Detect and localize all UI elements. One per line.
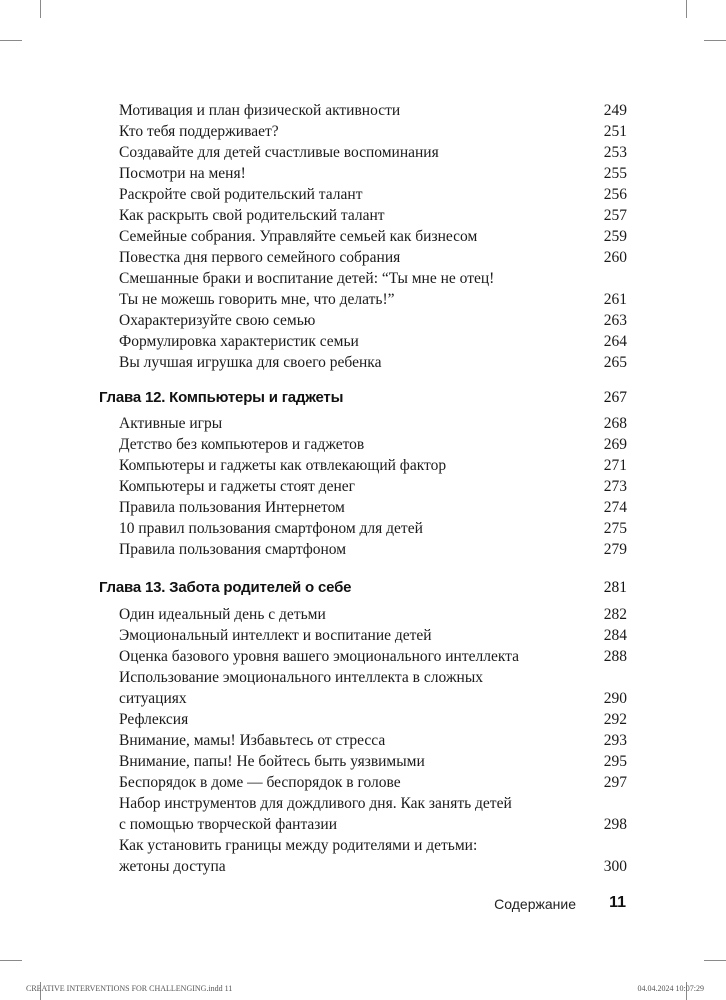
toc-entry-title: Внимание, мамы! Избавьтесь от стресса <box>119 732 386 749</box>
toc-entry-title: Эмоциональный интеллект и воспитание детей <box>119 627 432 644</box>
crop-mark <box>704 960 726 961</box>
toc-entry-title: Кто тебя поддерживает? <box>119 123 279 140</box>
toc-entry-title: Активные игры <box>119 415 223 432</box>
toc-entry-title: Повестка дня первого семейного собрания <box>119 249 401 266</box>
toc-entry <box>119 413 627 434</box>
toc-entry-page: 284 <box>603 627 627 644</box>
toc-entry <box>119 518 627 539</box>
toc-entry <box>119 751 627 772</box>
toc-entry-title: Мотивация и план физической активности <box>119 102 401 119</box>
toc-entry-page: 293 <box>603 732 627 749</box>
toc-entry-title: Правила пользования Интернетом <box>119 499 345 516</box>
toc-entry-title: Набор инструментов для дождливого дня. Как занять детей <box>119 795 512 812</box>
toc-entry-page: 279 <box>603 541 627 558</box>
toc-entry-page: 269 <box>603 436 627 453</box>
chapter-title: Глава 13. Забота родителей о себе <box>99 579 352 596</box>
toc-entry-title: Смешанные браки и воспитание детей: “Ты мне не отец! <box>119 270 495 287</box>
toc-entry-title: Как установить границы между родителями и детьми: <box>119 837 478 854</box>
toc-entry <box>119 772 627 793</box>
toc-entry-page: 271 <box>603 457 627 474</box>
toc-entry <box>119 247 627 268</box>
toc-entry-title: Создавайте для детей счастливые воспоминания <box>119 144 439 161</box>
toc-entry <box>119 142 627 163</box>
toc-entry-page: 265 <box>603 354 627 371</box>
toc-entry-title: Использование эмоционального интеллекта в сложных <box>119 669 483 686</box>
toc-entry <box>119 205 627 226</box>
toc-entry-title: 10 правил пользования смартфоном для детей <box>119 520 423 537</box>
toc-entry <box>119 434 627 455</box>
crop-mark <box>0 40 22 41</box>
toc-entry-title-continued: жетоны доступа <box>119 858 226 875</box>
toc-entry <box>119 667 627 709</box>
toc-entry-page: 295 <box>603 753 627 770</box>
toc-entry <box>119 476 627 497</box>
toc-entry-title: Один идеальный день с детьми <box>119 606 326 623</box>
toc-entry <box>119 646 627 667</box>
toc-entry-page: 273 <box>603 478 627 495</box>
toc-entry-page: 264 <box>603 333 627 350</box>
toc-entry-title: Правила пользования смартфоном <box>119 541 347 558</box>
print-slug-date: 04.04.2024 10:07:29 <box>637 984 704 993</box>
chapter-title: Глава 12. Компьютеры и гаджеты <box>99 389 344 406</box>
toc-entry-title: Компьютеры и гаджеты стоят денег <box>119 478 355 495</box>
toc-entry-title: Охарактеризуйте свою семью <box>119 312 316 329</box>
toc-entry <box>119 268 627 310</box>
crop-mark <box>0 960 22 961</box>
toc-entry-title: Вы лучшая игрушка для своего ребенка <box>119 354 382 371</box>
toc-entry-page: 261 <box>603 291 627 308</box>
crop-mark <box>686 0 687 18</box>
toc-entry-page: 282 <box>603 606 627 623</box>
toc-entry <box>119 730 627 751</box>
toc-entry-page: 300 <box>603 858 627 875</box>
toc-entry <box>119 604 627 625</box>
toc-entry-page: 260 <box>603 249 627 266</box>
toc-entry <box>119 793 627 835</box>
toc-entry-page: 249 <box>603 102 627 119</box>
toc-entry <box>119 497 627 518</box>
toc-entry-page: 275 <box>603 520 627 537</box>
toc-entry-title: Детство без компьютеров и гаджетов <box>119 436 365 453</box>
toc-entry-title: Беспорядок в доме — беспорядок в голове <box>119 774 401 791</box>
toc-entry <box>119 331 627 352</box>
toc-entry-page: 297 <box>603 774 627 791</box>
toc-entry <box>119 121 627 142</box>
toc-entry <box>119 184 627 205</box>
toc-entry <box>119 310 627 331</box>
toc-entry-page: 292 <box>603 711 627 728</box>
toc-entry <box>119 835 627 877</box>
print-slug-file: CREATIVE INTERVENTIONS FOR CHALLENGING.indd 11 <box>26 984 233 993</box>
toc-entry <box>119 163 627 184</box>
toc-entry <box>119 226 627 247</box>
toc-entry-title: Оценка базового уровня вашего эмоционального интеллекта <box>119 648 520 665</box>
toc-entry-page: 288 <box>603 648 627 665</box>
toc-entry-title: Как раскрыть свой родительский талант <box>119 207 385 224</box>
toc-entry-page: 253 <box>603 144 627 161</box>
toc-entry-page: 259 <box>603 228 627 245</box>
toc-entry-page: 290 <box>603 690 627 707</box>
toc-entry-title-continued: Ты не можешь говорить мне, что делать!” <box>119 291 395 308</box>
toc-entry <box>119 352 627 373</box>
toc-entry-page: 255 <box>603 165 627 182</box>
toc-entry-page: 268 <box>603 415 627 432</box>
toc-entry-title-continued: ситуациях <box>119 690 187 707</box>
toc-entry <box>119 709 627 730</box>
toc-entry-title-continued: с помощью творческой фантазии <box>119 816 337 833</box>
crop-mark <box>40 0 41 18</box>
page-number: 11 <box>609 894 626 911</box>
toc-entry-title: Посмотри на меня! <box>119 165 246 182</box>
toc-entry <box>119 625 627 646</box>
toc-entry-title: Внимание, папы! Не бойтесь быть уязвимыми <box>119 753 425 770</box>
chapter-page: 267 <box>603 389 627 406</box>
toc-entry-page: 263 <box>603 312 627 329</box>
toc-entry-page: 298 <box>603 816 627 833</box>
chapter-page: 281 <box>603 579 627 596</box>
toc-entry-page: 251 <box>603 123 627 140</box>
toc-entry-page: 257 <box>603 207 627 224</box>
toc-entry <box>119 539 627 560</box>
toc-entry-page: 256 <box>603 186 627 203</box>
toc-entry-page: 274 <box>603 499 627 516</box>
toc-entry <box>119 455 627 476</box>
toc-entry-title: Формулировка характеристик семьи <box>119 333 359 350</box>
toc-entry-title: Семейные собрания. Управляйте семьей как бизнесом <box>119 228 478 245</box>
toc-entry-title: Раскройте свой родительский талант <box>119 186 363 203</box>
running-footer-section: Содержание <box>494 896 576 912</box>
toc-entry <box>119 100 627 121</box>
crop-mark <box>704 40 726 41</box>
toc-entry-title: Компьютеры и гаджеты как отвлекающий фактор <box>119 457 447 474</box>
toc-entry-title: Рефлексия <box>119 711 189 728</box>
